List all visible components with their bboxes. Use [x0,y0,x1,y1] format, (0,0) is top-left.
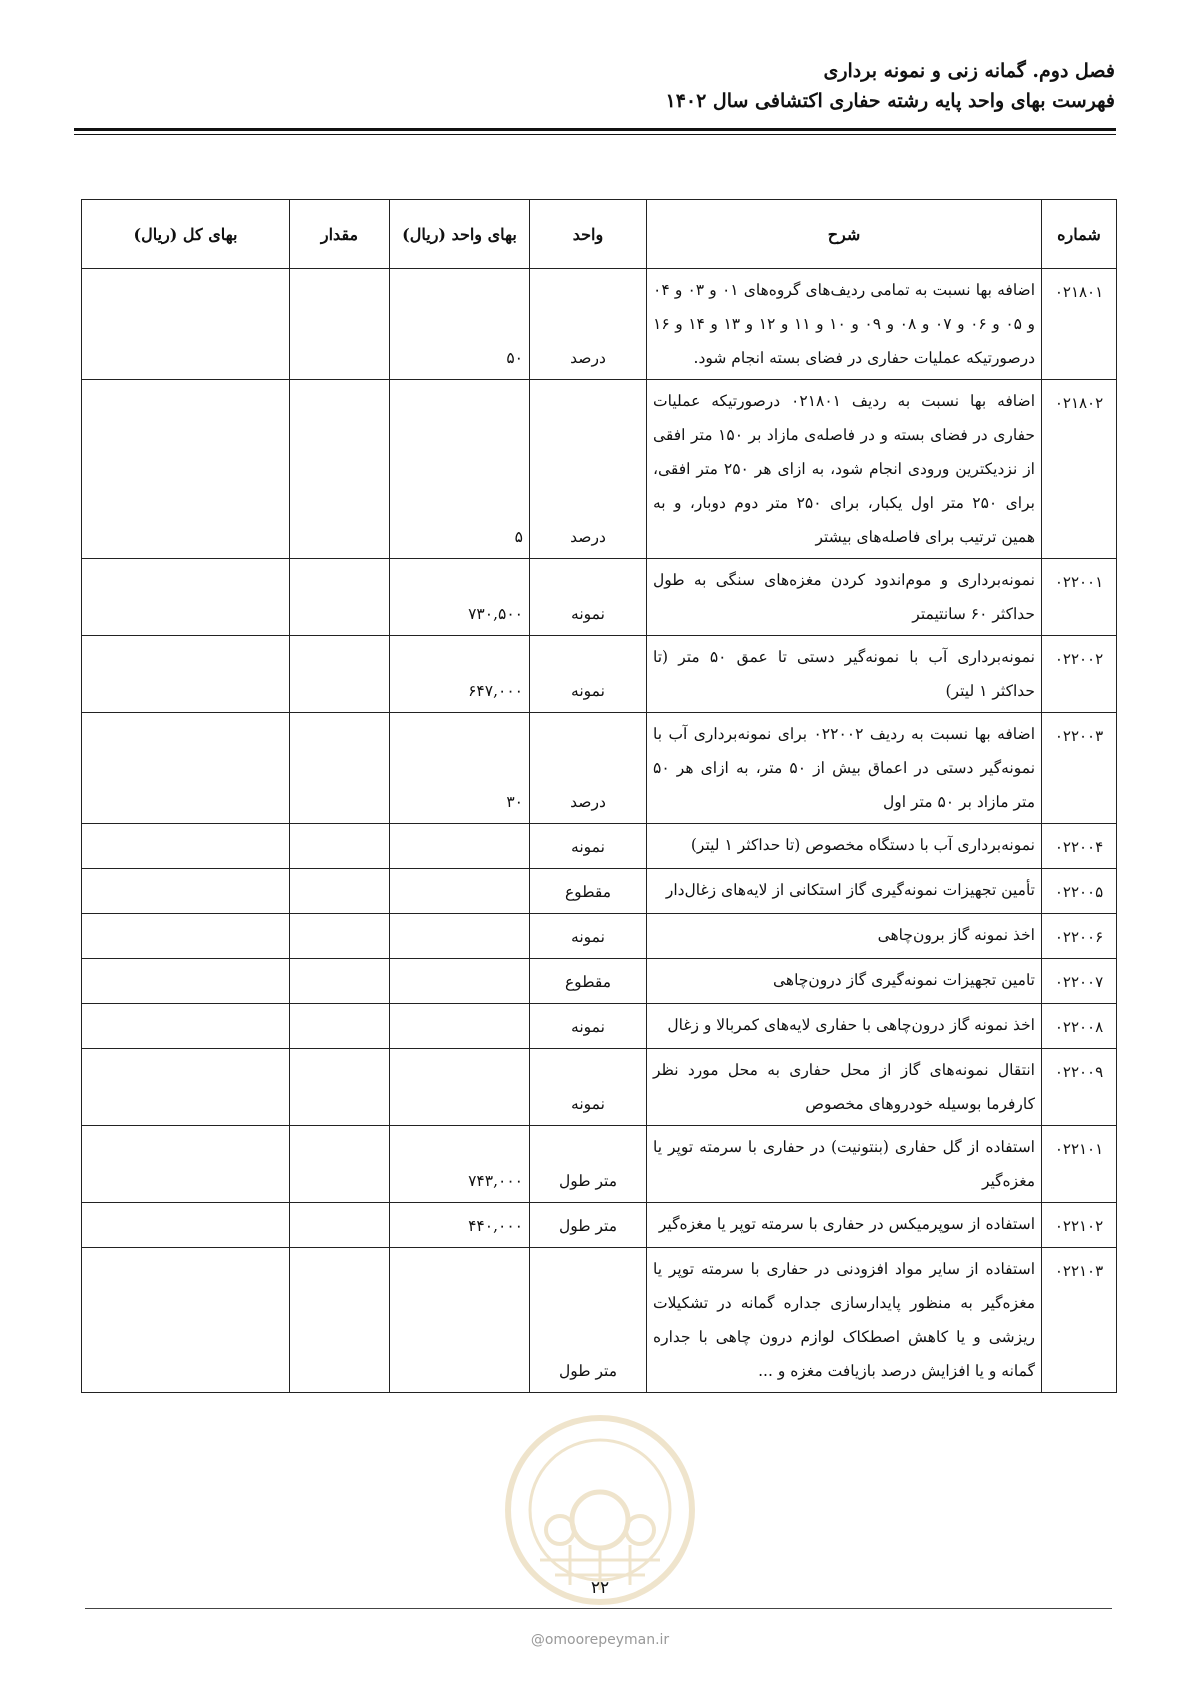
page-number: ۲۲ [590,1578,610,1598]
row-total-price [82,1126,290,1203]
header-rule-thick [74,128,1116,131]
row-unit: درصد [530,380,647,559]
row-total-price [82,1049,290,1126]
page-header [75,56,1115,116]
row-unit: درصد [530,269,647,380]
row-description: اخذ نمونه گاز درون‌چاهی با حفاری لایه‌های کمربالا و زغال [647,1004,1042,1049]
row-unit: متر طول [530,1203,647,1248]
header-rule-thin [74,134,1116,135]
row-description: تأمین تجهیزات نمونه‌گیری گاز استکانی از لایه‌های زغال‌دار [647,869,1042,914]
row-number: ۰۲۲۱۰۱ [1042,1126,1117,1203]
row-unit-price: ۵ [390,380,530,559]
row-number: ۰۲۱۸۰۱ [1042,269,1117,380]
row-number: ۰۲۲۰۰۹ [1042,1049,1117,1126]
row-unit-price: ۵۰ [390,269,530,380]
table-row [82,269,1117,380]
table-row [82,636,1117,713]
row-description: استفاده از سوپرمیکس در حفاری با سرمته توپر یا مغزه‌گیر [647,1203,1042,1248]
table-row [82,1203,1117,1248]
row-description: انتقال نمونه‌های گاز از محل حفاری به محل مورد نظر کارفرما بوسیله خودروهای مخصوص [647,1049,1042,1126]
chapter-title: فصل دوم. گمانه زنی و نمونه برداری [823,60,1115,82]
row-unit: متر طول [530,1126,647,1203]
price-list-table [81,199,1117,1393]
row-description: نمونه‌برداری آب با نمونه‌گیر دستی تا عمق ۵۰ متر (تا حداکثر ۱ لیتر) [647,636,1042,713]
row-quantity [290,1004,390,1049]
row-number: ۰۲۲۰۰۳ [1042,713,1117,824]
row-description: استفاده از سایر مواد افزودنی در حفاری با سرمته توپر یا مغزه‌گیر به منظور پایدارسازی جداره گمانه در تشکیلات ریزشی و یا کاهش اصطکاک لوازم درون چاهی با جداره گمانه و یا افزایش درصد بازیافت مغزه و ... [647,1248,1042,1393]
table-row [82,559,1117,636]
row-total-price [82,380,290,559]
table-row [82,1004,1117,1049]
row-unit-price [390,824,530,869]
row-description: اضافه بها نسبت به ردیف ۰۲۲۰۰۲ برای نمونه‌برداری آب با نمونه‌گیر دستی در اعماق بیش از ۵۰ متر، به ازای هر ۵۰ متر مازاد بر ۵۰ متر اول [647,713,1042,824]
row-unit-price: ۳۰ [390,713,530,824]
row-unit: نمونه [530,1049,647,1126]
row-unit: مقطوع [530,959,647,1004]
row-unit: نمونه [530,636,647,713]
header-unit: واحد [530,200,647,269]
row-unit-price [390,1049,530,1126]
row-number: ۰۲۲۰۰۲ [1042,636,1117,713]
table-row [82,380,1117,559]
row-unit-price [390,1004,530,1049]
row-total-price [82,1004,290,1049]
row-unit-price: ۴۴۰,۰۰۰ [390,1203,530,1248]
row-number: ۰۲۲۱۰۲ [1042,1203,1117,1248]
row-unit: نمونه [530,1004,647,1049]
row-quantity [290,713,390,824]
row-quantity [290,380,390,559]
row-unit-price: ۷۳۰,۵۰۰ [390,559,530,636]
row-total-price [82,914,290,959]
row-number: ۰۲۲۰۰۸ [1042,1004,1117,1049]
table-header-row [82,200,1117,269]
row-number: ۰۲۲۰۰۵ [1042,869,1117,914]
row-unit: مقطوع [530,869,647,914]
row-description: اضافه بها نسبت به ردیف ۰۲۱۸۰۱ درصورتیکه عملیات حفاری در فضای بسته و در فاصله‌ی مازاد بر ۱۵۰ متر افقی از نزدیکترین ورودی انجام شود، به ازای هر ۲۵۰ متر افقی، برای ۲۵۰ متر اول یکبار، برای ۲۵۰ متر دوم دوبار، و به همین ترتیب برای فاصله‌های بیشتر [647,380,1042,559]
header-total-price: بهای کل (ریال) [82,200,290,269]
row-quantity [290,636,390,713]
table-row [82,713,1117,824]
row-unit-price [390,869,530,914]
row-unit-price: ۷۴۳,۰۰۰ [390,1126,530,1203]
table-row [82,1049,1117,1126]
row-total-price [82,713,290,824]
row-number: ۰۲۱۸۰۲ [1042,380,1117,559]
row-total-price [82,636,290,713]
row-unit: نمونه [530,914,647,959]
row-total-price [82,269,290,380]
website-watermark: @omoorepeyman.ir [530,1632,670,1648]
row-unit: نمونه [530,824,647,869]
row-description: نمونه‌برداری و موم‌اندود کردن مغزه‌های سنگی به طول حداکثر ۶۰ سانتیمتر [647,559,1042,636]
row-total-price [82,869,290,914]
row-number: ۰۲۲۰۰۷ [1042,959,1117,1004]
row-quantity [290,1126,390,1203]
row-description: استفاده از گل حفاری (بنتونیت) در حفاری با سرمته توپر یا مغزه‌گیر [647,1126,1042,1203]
row-unit-price [390,1248,530,1393]
row-total-price [82,559,290,636]
row-total-price [82,959,290,1004]
table-row [82,914,1117,959]
row-unit-price [390,959,530,1004]
row-quantity [290,869,390,914]
row-number: ۰۲۲۱۰۳ [1042,1248,1117,1393]
header-number: شماره [1042,200,1117,269]
row-quantity [290,269,390,380]
table-row [82,1248,1117,1393]
row-total-price [82,824,290,869]
header-quantity: مقدار [290,200,390,269]
header-description: شرح [647,200,1042,269]
row-quantity [290,824,390,869]
footer-rule [85,1608,1112,1609]
row-unit: درصد [530,713,647,824]
row-quantity [290,1248,390,1393]
table-row [82,824,1117,869]
row-description: اخذ نمونه گاز برون‌چاهی [647,914,1042,959]
table-row [82,869,1117,914]
header-unit-price: بهای واحد (ریال) [390,200,530,269]
row-number: ۰۲۲۰۰۴ [1042,824,1117,869]
row-description: نمونه‌برداری آب با دستگاه مخصوص (تا حداکثر ۱ لیتر) [647,824,1042,869]
row-number: ۰۲۲۰۰۶ [1042,914,1117,959]
row-quantity [290,959,390,1004]
row-unit-price: ۶۴۷,۰۰۰ [390,636,530,713]
table-row [82,959,1117,1004]
row-total-price [82,1203,290,1248]
row-quantity [290,559,390,636]
row-quantity [290,1049,390,1126]
row-unit-price [390,914,530,959]
row-number: ۰۲۲۰۰۱ [1042,559,1117,636]
document-subtitle: فهرست بهای واحد پایه رشته حفاری اکتشافی سال ۱۴۰۲ [665,90,1115,112]
row-quantity [290,914,390,959]
row-unit: متر طول [530,1248,647,1393]
row-quantity [290,1203,390,1248]
table-row [82,1126,1117,1203]
row-unit: نمونه [530,559,647,636]
row-total-price [82,1248,290,1393]
row-description: اضافه بها نسبت به تمامی ردیف‌های گروه‌های ۰۱ و ۰۳ و ۰۴ و ۰۵ و ۰۶ و ۰۷ و ۰۸ و ۰۹ و ۱۰ و ۱۱ و ۱۲ و ۱۳ و ۱۴ و ۱۶ درصورتیکه عملیات حفاری در فضای بسته انجام شود. [647,269,1042,380]
row-description: تامین تجهیزات نمونه‌گیری گاز درون‌چاهی [647,959,1042,1004]
